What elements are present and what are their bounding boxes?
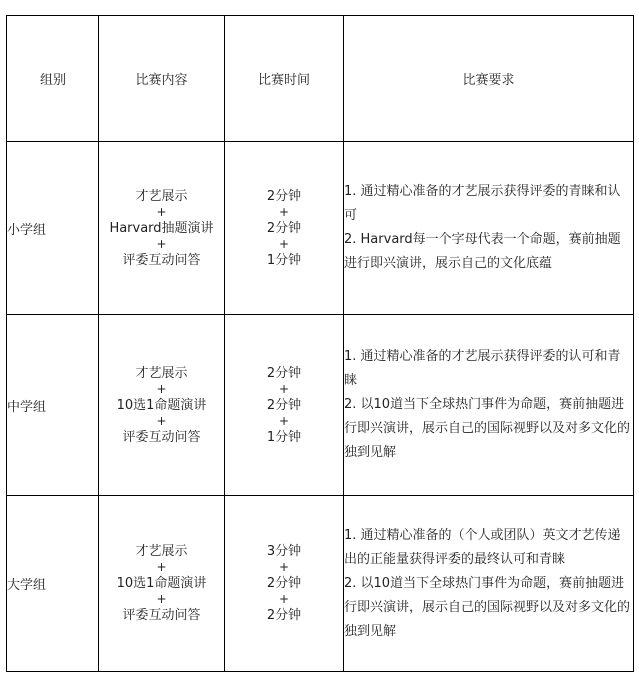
requirement-item: 2. Harvard每一个字母代表一个命题，赛前抽题进行即兴演讲，展示自己的文化底蕴 xyxy=(344,232,621,271)
content-item: Harvard抽题演讲 xyxy=(109,220,214,236)
time-cell xyxy=(225,496,344,672)
requirement-cell xyxy=(344,142,634,315)
content-item: 评委互动问答 xyxy=(122,608,201,623)
time-item: 2分钟 xyxy=(266,220,302,236)
content-cell xyxy=(99,315,225,496)
plus-sign: + xyxy=(278,204,290,219)
content-item: 评委互动问答 xyxy=(122,252,201,268)
requirement-item: 2. 以10道当下全球热门事件为命题，赛前抽题进行即兴演讲，展示自己的国际视野以及对多文化的独到见解 xyxy=(344,397,631,460)
plus-sign: + xyxy=(156,204,167,219)
content-item: 才艺展示 xyxy=(135,188,188,204)
plus-sign: + xyxy=(278,592,290,606)
plus-sign: + xyxy=(278,413,290,428)
requirement-item: 1. 通过精心准备的才艺展示获得评委的青睐和认可 xyxy=(344,184,621,223)
group-cell: 大学组 xyxy=(7,496,99,672)
table-row-middle xyxy=(7,315,634,496)
header-requirement: 比赛要求 xyxy=(344,16,634,142)
content-cell xyxy=(99,142,225,315)
content-cell xyxy=(99,496,225,672)
time-item: 2分钟 xyxy=(266,608,302,623)
plus-sign: + xyxy=(156,592,167,606)
header-group: 组别 xyxy=(7,16,99,142)
content-item: 10选1命题演讲 xyxy=(116,576,207,591)
time-item: 2分钟 xyxy=(266,397,302,413)
requirement-item: 2. 以10道当下全球热门事件为命题，赛前抽题进行即兴演讲，展示自己的国际视野以及对多文化的独到见解 xyxy=(344,575,631,639)
plus-sign: + xyxy=(278,236,290,251)
plus-sign: + xyxy=(156,381,167,396)
group-cell: 小学组 xyxy=(7,142,99,315)
plus-sign: + xyxy=(278,560,290,574)
time-cell xyxy=(225,315,344,496)
header-row xyxy=(7,16,634,142)
table-row-university xyxy=(7,496,634,672)
competition-table xyxy=(6,15,634,672)
plus-sign: + xyxy=(156,413,167,428)
time-item: 2分钟 xyxy=(266,576,302,591)
requirement-cell xyxy=(344,496,634,672)
requirement-item: 1. 通过精心准备的（个人或团队）英文才艺传递出的正能量获得评委的最终认可和青睐 xyxy=(344,527,621,567)
time-cell xyxy=(225,142,344,315)
content-item: 才艺展示 xyxy=(135,544,188,559)
time-item: 2分钟 xyxy=(266,365,302,381)
content-item: 才艺展示 xyxy=(135,365,188,381)
requirement-cell xyxy=(344,315,634,496)
time-item: 1分钟 xyxy=(266,429,302,445)
header-content: 比赛内容 xyxy=(99,16,225,142)
content-item: 评委互动问答 xyxy=(122,429,201,445)
header-time: 比赛时间 xyxy=(225,16,344,142)
table-row-primary xyxy=(7,142,634,315)
time-item: 3分钟 xyxy=(266,544,302,559)
plus-sign: + xyxy=(156,560,167,574)
requirement-item: 1. 通过精心准备的才艺展示获得评委的认可和青睐 xyxy=(344,349,621,388)
time-item: 1分钟 xyxy=(266,252,302,268)
plus-sign: + xyxy=(156,236,167,251)
content-item: 10选1命题演讲 xyxy=(116,397,207,413)
plus-sign: + xyxy=(278,381,290,396)
time-item: 2分钟 xyxy=(266,188,302,204)
group-cell: 中学组 xyxy=(7,315,99,496)
